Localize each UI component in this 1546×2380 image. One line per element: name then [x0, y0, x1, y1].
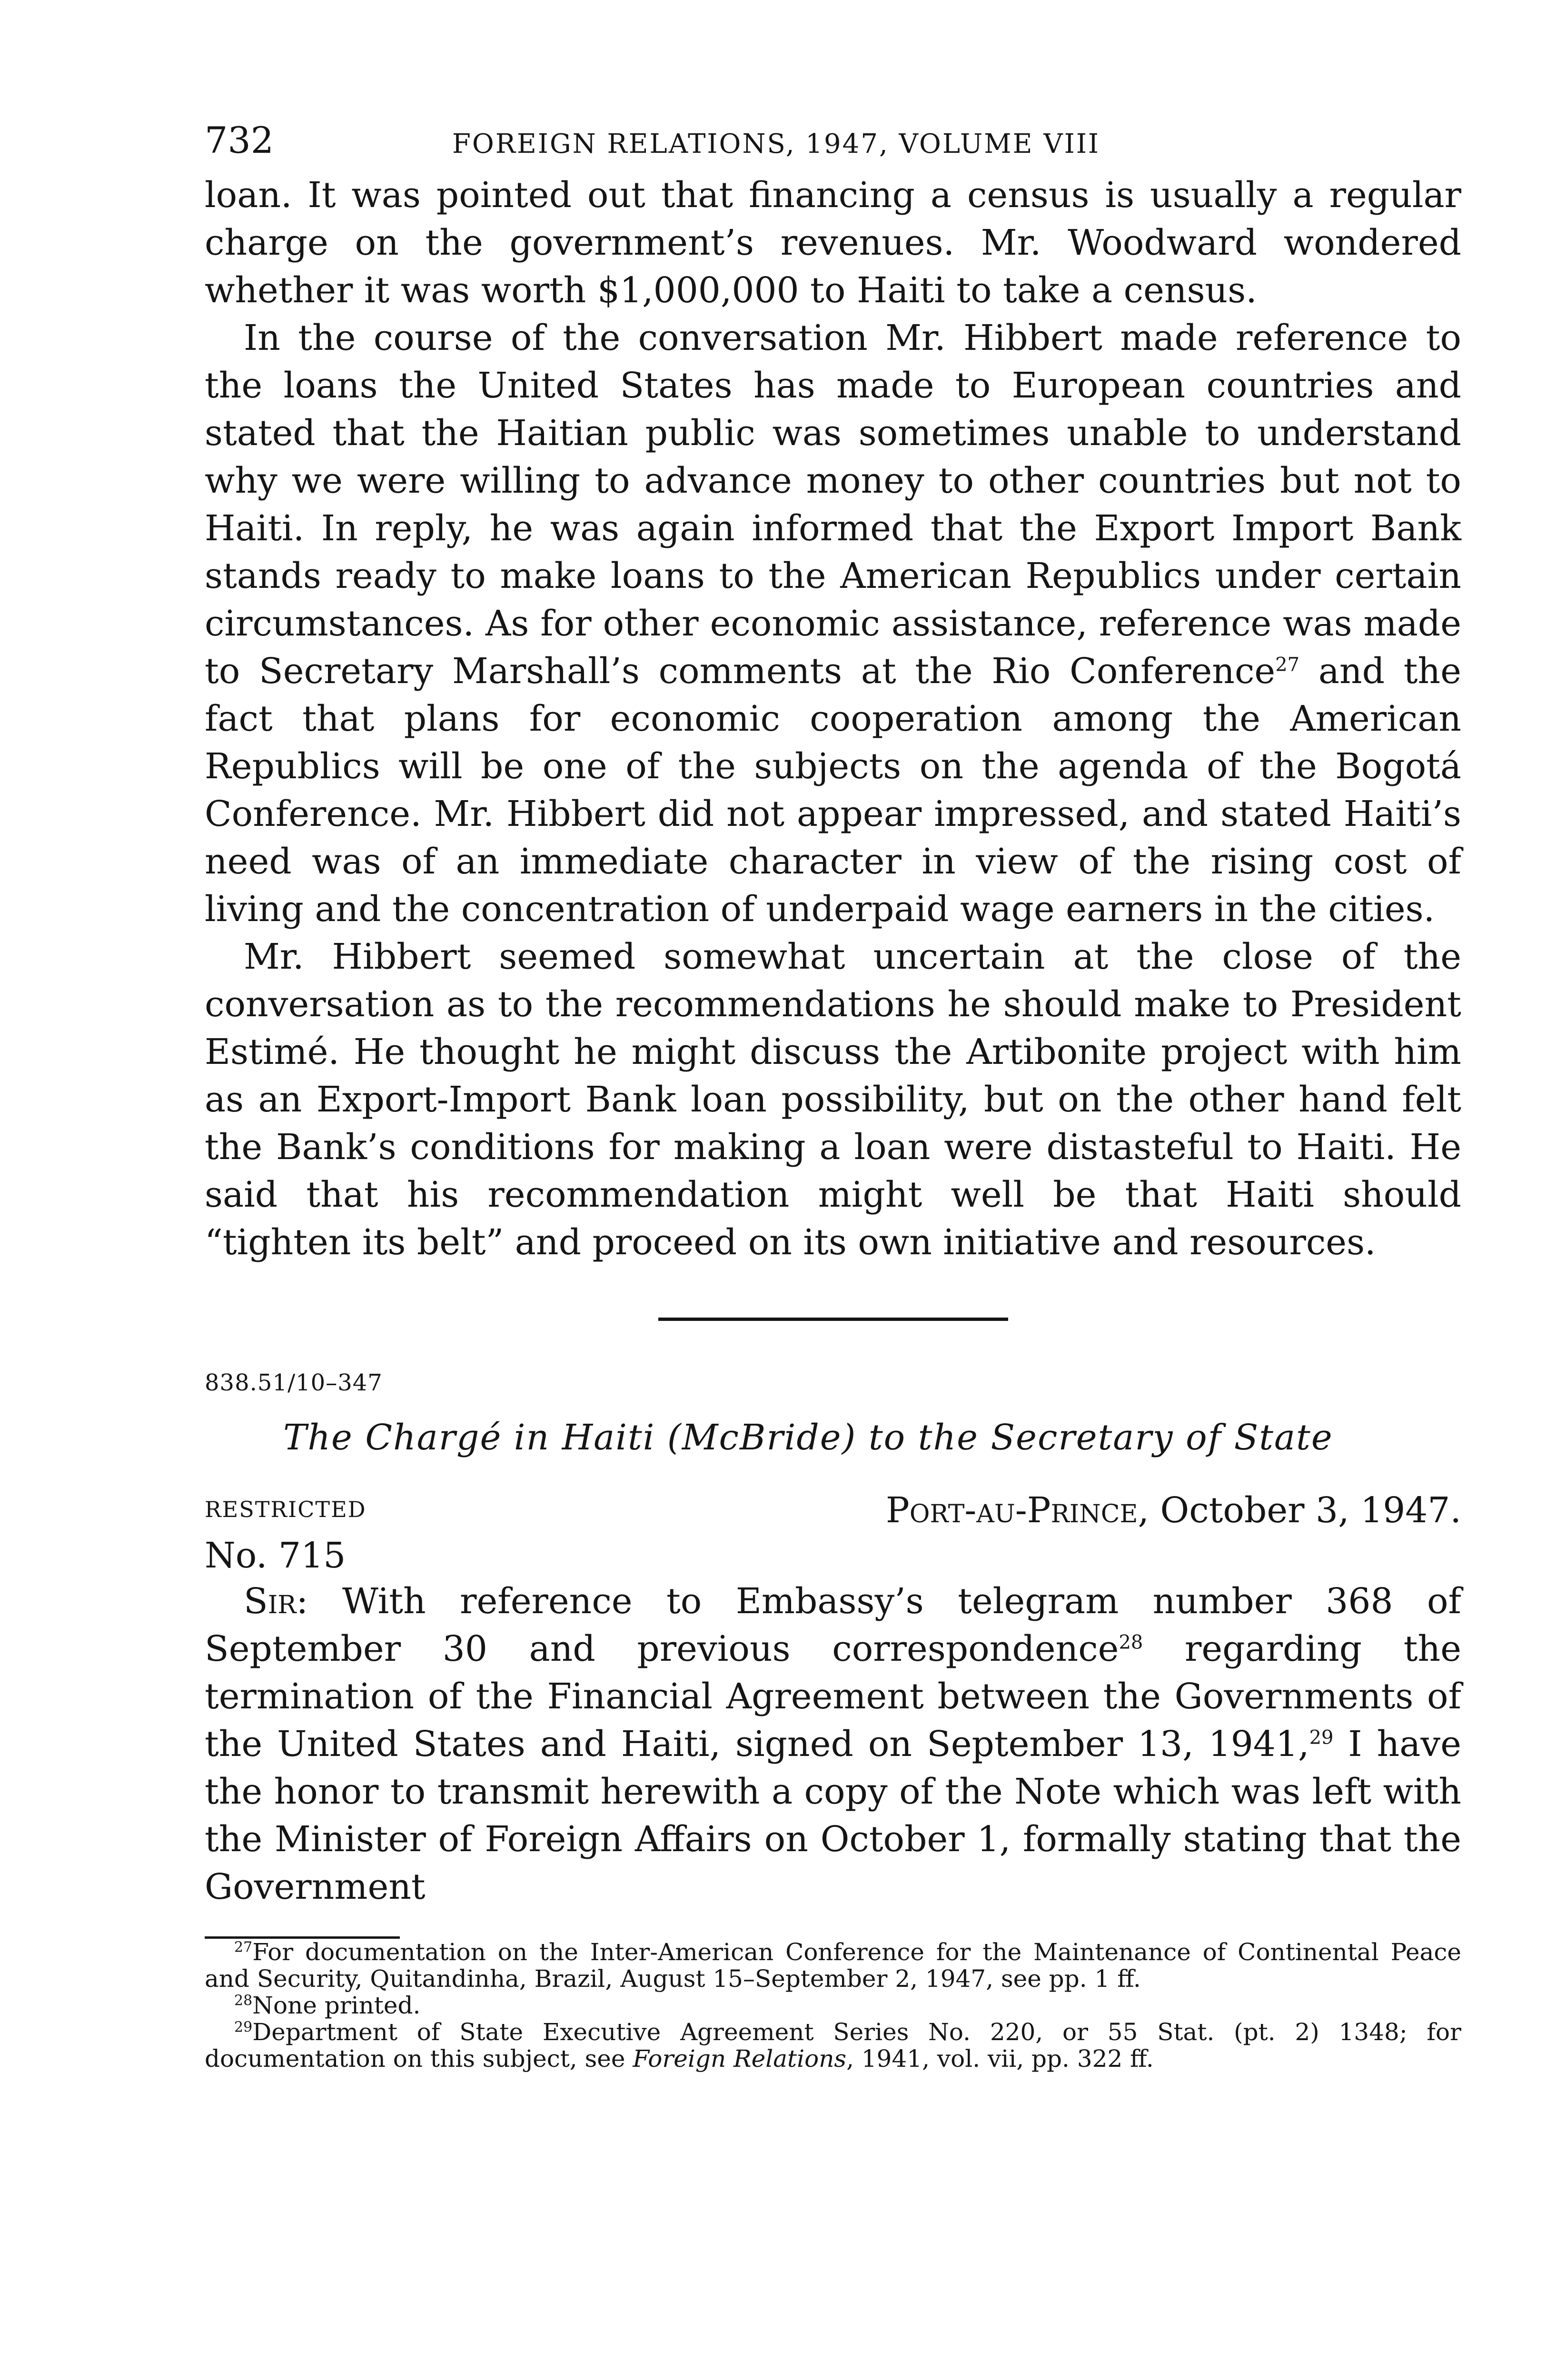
document-title: The Chargé in Haiti (McBride) to the Secretary of State [283, 1417, 1333, 1458]
footnote-number: 29 [234, 2019, 253, 2036]
letter-paragraph [205, 1577, 1461, 1911]
document-page [205, 119, 1461, 2072]
footnote-text: , 1941, vol. vii, pp. 322 ff. [846, 2045, 1154, 2073]
footnote-text: For documentation on the Inter-American Conference for the Maintenance of Continental Peace and Security, Quitandinha, Brazil, August 15–September 2, 1947, see pp. 1 ff. [205, 1938, 1461, 1993]
footnote-27 [205, 1939, 1461, 1992]
dateline [205, 1490, 1461, 1534]
page-number: 732 [205, 119, 274, 161]
paragraph-hibbert-loans [205, 314, 1461, 933]
letter-text: : With reference to Embassy’s telegram number 368 of September 30 and previous correspondence [205, 1581, 1461, 1669]
document-number: No. 715 [205, 1535, 346, 1576]
footnote-number: 28 [234, 1992, 253, 2009]
classification-label: RESTRICTED [205, 1497, 367, 1522]
letter-text: regarding the termination of the Financial Agreement between the Governments of the United States and Haiti, signed on September 13, 1941, [205, 1628, 1461, 1765]
place-and-date [886, 1490, 1461, 1531]
file-number: 838.51/10–347 [205, 1369, 383, 1396]
footnote-number: 27 [234, 1939, 253, 1956]
running-head [205, 119, 1461, 171]
section-divider [658, 1318, 1008, 1321]
footnote-text: None printed. [252, 1992, 421, 2019]
paragraph-continued: loan. It was pointed out that financing a census is usually a regular charge on the government’s revenues. Mr. Woodward wondered whether it was worth $1,000,000 to Haiti to take a census. [205, 175, 1461, 311]
body-text [205, 171, 1461, 1266]
running-title: FOREIGN RELATIONS, 1947, VOLUME VIII [452, 129, 1100, 159]
date: , October 3, 1947. [1138, 1490, 1461, 1531]
salutation: Sir [244, 1581, 297, 1622]
paragraph-text: and the fact that plans for economic cooperation among the American Republics will be one of the subjects on the agenda of the Bogotá Conference. Mr. Hibbert did not appear impressed, and stated Haiti’s need was of an immediate character in view of the rising cost of living and the concentration of underpaid wage earners in the cities. [205, 651, 1461, 930]
footnotes [205, 1939, 1461, 2072]
footnote-text: Department of State Executive Agreement Series No. 220, or 55 Stat. (pt. 2) 1348; for documentation on this subject, see [205, 2018, 1461, 2073]
footnote-ref-29: 29 [1309, 1726, 1334, 1749]
letter-body [205, 1577, 1461, 1911]
footnote-28 [205, 1992, 1461, 2019]
footnote-italic-title: Foreign Relations [633, 2045, 847, 2073]
footnote-ref-27: 27 [1275, 654, 1300, 676]
footnote-ref-28: 28 [1119, 1631, 1143, 1654]
paragraph-text: In the course of the conversation Mr. Hibbert made reference to the loans the United States has made to European countries and stated that the Haitian public was sometimes unable to understand why we were willing to advance money to other countries but not to Haiti. In reply, he was again informed that the Export Import Bank stands ready to make loans to the American Republics under certain circumstances. As for other economic assistance, reference was made to Secretary Marshall’s comments at the Rio Conference [205, 317, 1461, 692]
letter-text: I have the honor to transmit herewith a copy of the Note which was left with the Minister of Foreign Affairs on October 1, formally stating that the Government [205, 1724, 1461, 1907]
paragraph-hibbert-recommendations: Mr. Hibbert seemed somewhat uncertain at the close of the conversation as to the recommendations he should make to President Estimé. He thought he might discuss the Artibonite project with him as an Export-Import Bank loan possibility, but on the other hand felt the Bank’s conditions for making a loan were distasteful to Haiti. He said that his recommendation might well be that Haiti should “tighten its belt” and proceed on its own initiative and resources. [205, 936, 1461, 1263]
place: Port-au-Prince [886, 1490, 1138, 1531]
footnote-29 [205, 2019, 1461, 2072]
